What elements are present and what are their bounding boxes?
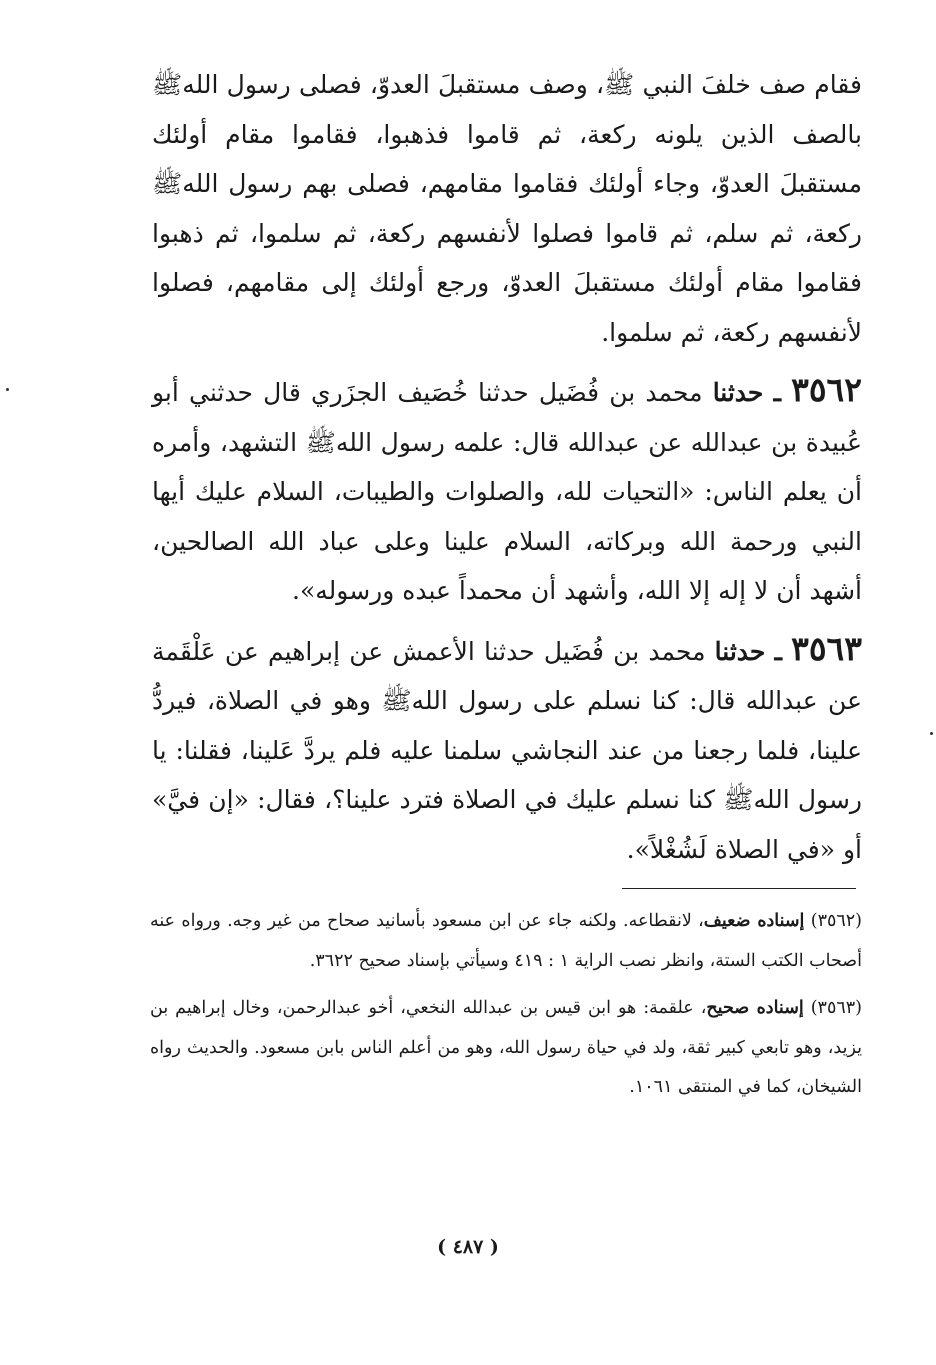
page-number: ( ٤٨٧ ) (437, 1236, 499, 1258)
footnote-text: ، لانقطاعه. ولكنه جاء عن ابن مسعود بأسانيد صحاح من غير وجه. ورواه عنه أصحاب الكتب الستة، وانظر نصب الراية ١ : ٤١٩ وسيأتي بإسناد صحيح ٣٦٢٢. (150, 911, 862, 971)
footnote-3562 (150, 902, 862, 981)
hadith-number: ٣٥٦٢ (791, 370, 862, 409)
hadith-dash: ـ (774, 636, 782, 666)
footnote-text: ، علقمة: هو ابن قيس بن عبدالله النخعي، أخو عبدالرحمن، وخال إبراهيم بن يزيد، وهو تابعي كبير ثقة، ولد في حياة رسول الله، وهو من أعلم الناس بابن مسعود. والحديث رواه الشيخان، كما في المنتقى ١٠٦١. (150, 998, 862, 1097)
hadith-text: محمد بن فُضَيل حدثنا خُصَيف الجزَري قال حدثني أبو عُبيدة بن عبدالله عن عبدالله قال: علمه رسول اللهﷺ التشهد، وأمره أن يعلم الناس: «التحيات لله، والصلوات والطيبات، السلام عليك أيها النبي ورحمة الله وبركاته، السلام علينا وعلى عباد الله الصالحين، أشهد أن لا إله إلا الله، وأشهد أن محمداً عبده ورسوله». (152, 378, 862, 605)
scan-speck (930, 732, 933, 735)
scan-speck (6, 388, 9, 391)
footnote-3563 (150, 989, 862, 1108)
footnote-keyword: إسناده ضعيف (703, 911, 805, 931)
footnote-ref: (٣٥٦٢) (810, 911, 862, 931)
footnote-keyword: إسناده صحيح (706, 998, 804, 1018)
hadith-dash: ـ (773, 378, 781, 407)
hadith-number: ٣٥٦٣ (791, 628, 863, 668)
footnote-ref: (٣٥٦٣) (810, 998, 862, 1018)
footnotes-block (150, 902, 862, 1108)
main-text-block (152, 60, 862, 874)
hadith-keyword: حدثنا (712, 378, 764, 407)
hadith-3562 (152, 365, 862, 616)
hadith-text: محمد بن فُضَيل حدثنا الأعمش عن إبراهيم عن عَلْقَمة عن عبدالله قال: كنا نسلم على رسول اللهﷺ وهو في الصلاة، فيردُّ علينا، فلما رجعنا من عند النجاشي سلمنا عليه فلم يردَّ عَلينا، فقلنا: يا رسول اللهﷺ كنا نسلم عليك في الصلاة فترد علينا؟، فقال: «إن فيَّ» أو «في الصلاة لَشُغْلاً». (152, 636, 862, 864)
footnote-separator (622, 888, 856, 889)
opening-paragraph: فقام صف خلفَ النبي ﷺ، وصف مستقبلَ العدوّ، فصلى رسول اللهﷺ بالصف الذين يلونه ركعة، ثم قاموا فذهبوا، فقاموا مقام أولئك مستقبلَ العدوّ، وجاء أولئك فقاموا مقامهم، فصلى بهم رسول اللهﷺ ركعة، ثم سلم، ثم قاموا فصلوا لأنفسهم ركعة، ثم سلموا، ثم ذهبوا فقاموا مقام أولئك مستقبلَ العدوّ، ورجع أولئك إلى مقامهم، فصلوا لأنفسهم ركعة، ثم سلموا. (152, 70, 862, 347)
hadith-3563 (152, 624, 862, 875)
hadith-keyword: حدثنا (714, 636, 766, 666)
